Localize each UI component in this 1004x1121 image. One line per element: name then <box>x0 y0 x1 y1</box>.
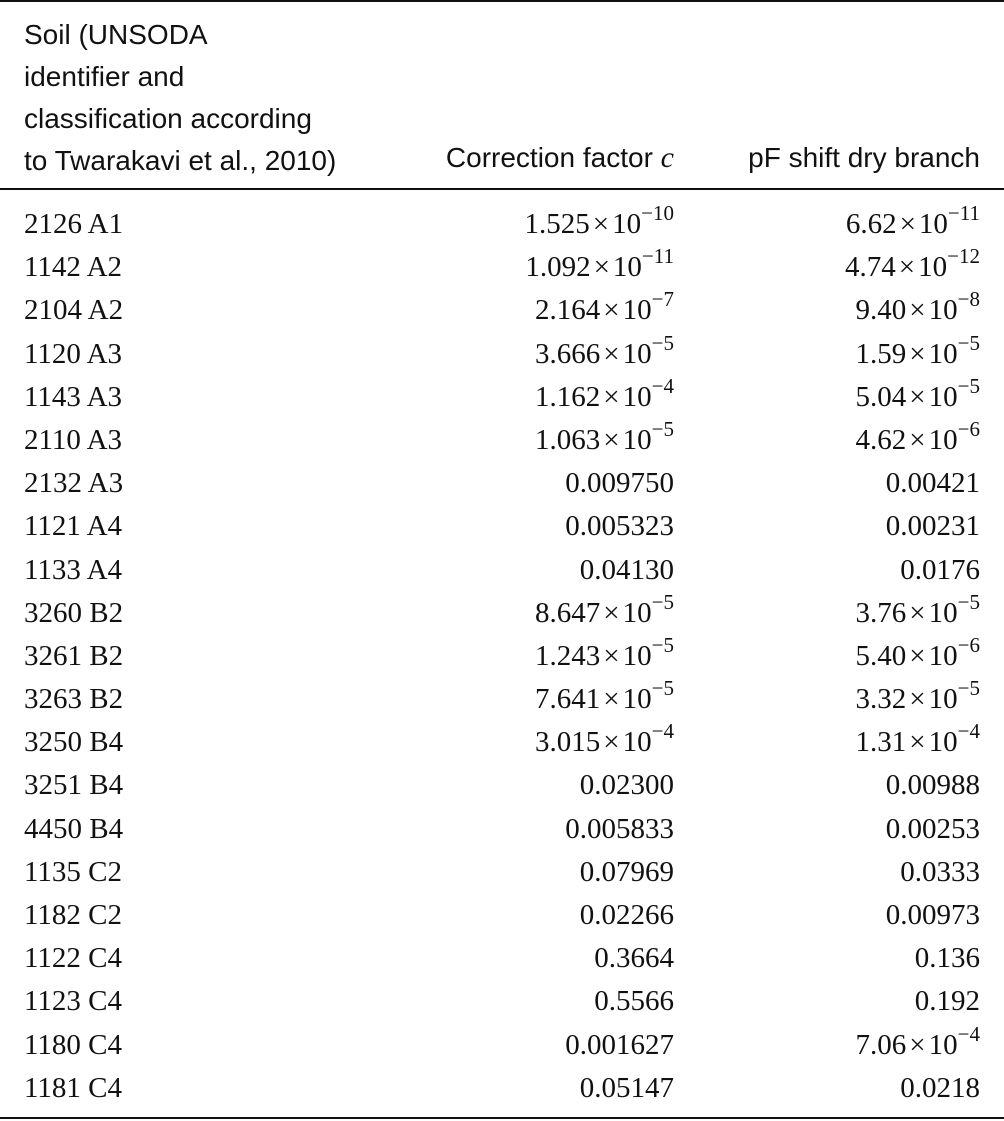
cell-correction-factor <box>580 899 674 931</box>
value-text: 0.00421 <box>885 467 980 500</box>
cell-soil: 3260 B2 <box>24 596 124 629</box>
cell-correction-factor <box>535 589 674 631</box>
cell-pf-shift <box>900 856 980 888</box>
table-row <box>0 718 1004 761</box>
cell-soil: 4450 B4 <box>24 812 124 845</box>
base-ten: 10 <box>622 683 652 716</box>
cell-pf-shift <box>855 632 980 674</box>
exponent: −5 <box>651 676 674 701</box>
times-sign: × <box>593 251 610 284</box>
exponent: −5 <box>957 589 980 614</box>
mantissa: 3.015 <box>535 726 601 759</box>
base-ten: 10 <box>622 337 652 370</box>
header-soil-line: identifier and <box>24 61 185 92</box>
cell-correction-factor <box>594 985 674 1017</box>
cell-pf-shift <box>855 719 980 760</box>
cell-pf-shift <box>886 510 980 542</box>
base-ten: 10 <box>928 683 958 716</box>
mantissa: 1.525 <box>524 208 590 240</box>
header-correction-var: c <box>660 141 674 174</box>
exponent: −4 <box>651 719 674 744</box>
cell-soil: 1135 C2 <box>24 855 123 888</box>
times-sign: × <box>909 726 926 759</box>
value-text: 0.136 <box>914 942 980 975</box>
times-sign: × <box>909 683 926 716</box>
cell-pf-shift <box>855 676 980 717</box>
cell-correction-factor <box>580 769 674 801</box>
exponent: −4 <box>957 1021 980 1046</box>
mantissa: 1.59 <box>855 337 907 370</box>
table-row <box>0 934 1004 977</box>
cell-soil: 2110 A3 <box>24 423 123 456</box>
cell-pf-shift <box>900 554 980 586</box>
base-ten: 10 <box>928 1028 958 1061</box>
value-text: 0.02266 <box>579 899 674 931</box>
cell-correction-factor <box>535 632 674 674</box>
mantissa: 6.62 <box>845 208 897 240</box>
times-sign: × <box>899 208 916 240</box>
header-pf-shift: pF shift dry branch <box>748 142 980 173</box>
cell-pf-shift <box>915 985 980 1017</box>
mantissa: 5.40 <box>855 639 907 672</box>
times-sign: × <box>909 596 926 629</box>
header-correction-factor <box>446 140 674 176</box>
times-sign: × <box>909 380 926 413</box>
mantissa: 1.243 <box>535 639 601 672</box>
base-ten: 10 <box>622 294 652 327</box>
times-sign: × <box>603 380 620 413</box>
cell-correction-factor <box>535 287 674 328</box>
table-row <box>0 977 1004 1020</box>
exponent: −4 <box>957 719 980 744</box>
cell-correction-factor <box>580 1072 674 1104</box>
cell-soil: 2104 A2 <box>24 294 124 327</box>
value-text: 0.00973 <box>885 899 980 931</box>
cell-pf-shift <box>845 244 980 285</box>
cell-soil: 1182 C2 <box>24 899 123 931</box>
cell-pf-shift <box>886 769 980 801</box>
cell-soil: 1143 A3 <box>24 380 123 413</box>
bottom-rule <box>0 1117 1004 1119</box>
value-text: 0.001627 <box>565 1028 674 1061</box>
exponent: −5 <box>651 330 674 355</box>
value-text: 0.009750 <box>565 467 674 500</box>
cell-correction-factor <box>565 467 674 499</box>
times-sign: × <box>909 423 926 456</box>
mantissa: 4.74 <box>845 251 896 284</box>
cell-correction-factor <box>524 201 674 242</box>
header-rule <box>0 188 1004 190</box>
table-row <box>0 200 1004 243</box>
value-text: 0.0333 <box>900 855 980 888</box>
base-ten: 10 <box>612 251 642 284</box>
mantissa: 4.62 <box>855 423 907 456</box>
value-text: 0.005323 <box>565 510 674 543</box>
cell-pf-shift <box>886 813 980 845</box>
exponent: −10 <box>641 201 674 225</box>
cell-soil: 1121 A4 <box>24 510 123 543</box>
cell-correction-factor <box>535 719 674 760</box>
times-sign: × <box>603 423 620 456</box>
value-text: 0.192 <box>914 985 980 1018</box>
cell-soil: 1123 C4 <box>24 985 123 1018</box>
cell-soil: 1122 C4 <box>24 942 123 975</box>
cell-correction-factor <box>535 676 674 717</box>
cell-soil: 1133 A4 <box>24 553 123 586</box>
base-ten: 10 <box>622 380 652 413</box>
mantissa: 2.164 <box>535 294 601 327</box>
mantissa: 3.76 <box>855 596 907 629</box>
header-soil-line: Soil (UNSODA <box>24 19 208 50</box>
base-ten: 10 <box>622 423 652 456</box>
table-row <box>0 891 1004 934</box>
cell-correction-factor <box>565 1029 674 1061</box>
exponent: −5 <box>957 330 980 355</box>
table-header <box>0 0 1004 188</box>
exponent: −6 <box>957 416 980 441</box>
base-ten: 10 <box>928 596 958 629</box>
times-sign: × <box>909 294 926 327</box>
mantissa: 7.06 <box>855 1028 907 1061</box>
cell-pf-shift <box>900 1072 980 1104</box>
cell-soil: 3250 B4 <box>24 726 124 759</box>
cell-correction-factor <box>594 942 674 974</box>
table-row <box>0 546 1004 589</box>
cell-pf-shift <box>855 330 980 372</box>
value-text: 0.04130 <box>579 553 674 586</box>
value-text: 0.005833 <box>565 812 674 845</box>
exponent: −4 <box>651 373 674 398</box>
cell-correction-factor <box>535 330 674 372</box>
base-ten: 10 <box>928 726 958 759</box>
table-row <box>0 502 1004 545</box>
cell-correction-factor <box>535 416 674 458</box>
base-ten: 10 <box>928 380 958 413</box>
cell-pf-shift <box>855 416 980 458</box>
base-ten: 10 <box>918 208 948 240</box>
exponent: −6 <box>957 632 980 657</box>
value-text: 0.00988 <box>885 769 980 802</box>
cell-soil: 1180 C4 <box>24 1028 123 1061</box>
exponent: −11 <box>641 244 674 269</box>
cell-correction-factor <box>580 856 674 888</box>
cell-pf-shift <box>855 589 980 631</box>
exponent: −5 <box>957 676 980 701</box>
header-correction-label: Correction factor <box>445 142 661 173</box>
value-text: 0.0218 <box>900 1071 980 1104</box>
table-row <box>0 632 1004 675</box>
cell-pf-shift <box>855 287 980 328</box>
table-body <box>0 200 1004 1107</box>
base-ten: 10 <box>612 208 642 240</box>
header-soil <box>24 14 404 182</box>
table-row <box>0 1021 1004 1064</box>
cell-soil: 3251 B4 <box>24 769 124 802</box>
mantissa: 1.31 <box>855 726 907 759</box>
exponent: −7 <box>651 287 674 312</box>
base-ten: 10 <box>918 251 948 284</box>
times-sign: × <box>898 251 916 284</box>
value-text: 0.07969 <box>579 855 674 888</box>
cell-pf-shift <box>886 467 980 499</box>
value-text: 0.02300 <box>579 769 674 802</box>
mantissa: 9.40 <box>855 294 907 327</box>
cell-soil: 2126 A1 <box>24 208 124 240</box>
table-row <box>0 459 1004 502</box>
exponent: −5 <box>651 589 674 614</box>
value-text: 0.05147 <box>579 1071 674 1104</box>
value-text: 0.5566 <box>594 985 674 1018</box>
mantissa: 3.666 <box>535 337 601 370</box>
exponent: −5 <box>651 416 674 441</box>
base-ten: 10 <box>928 294 958 327</box>
exponent: −5 <box>957 373 980 398</box>
table-row <box>0 373 1004 416</box>
cell-correction-factor <box>580 554 674 586</box>
cell-pf-shift <box>915 942 980 974</box>
times-sign: × <box>603 683 620 716</box>
base-ten: 10 <box>928 337 958 370</box>
exponent: −11 <box>947 201 980 225</box>
times-sign: × <box>603 337 620 370</box>
times-sign: × <box>603 294 620 327</box>
base-ten: 10 <box>928 423 958 456</box>
mantissa: 1.162 <box>535 380 601 413</box>
times-sign: × <box>909 337 926 370</box>
mantissa: 1.063 <box>535 423 601 456</box>
base-ten: 10 <box>928 639 958 672</box>
cell-pf-shift <box>855 1021 980 1063</box>
exponent: −5 <box>651 632 674 657</box>
cell-soil: 3263 B2 <box>24 683 124 716</box>
mantissa: 3.32 <box>855 683 907 716</box>
mantissa: 5.04 <box>855 380 907 413</box>
table-row <box>0 330 1004 373</box>
cell-correction-factor <box>565 510 674 542</box>
cell-correction-factor <box>565 813 674 845</box>
table-row <box>0 805 1004 848</box>
table-row <box>0 416 1004 459</box>
table-row <box>0 761 1004 804</box>
mantissa: 7.641 <box>535 683 601 716</box>
cell-pf-shift <box>855 373 980 415</box>
cell-correction-factor <box>535 373 674 415</box>
value-text: 0.3664 <box>594 942 674 975</box>
value-text: 0.0176 <box>900 553 980 586</box>
mantissa: 1.092 <box>525 251 591 284</box>
table-row <box>0 675 1004 718</box>
base-ten: 10 <box>622 726 652 759</box>
times-sign: × <box>603 639 620 672</box>
table-row <box>0 1064 1004 1107</box>
header-soil-line: to Twarakavi et al., 2010) <box>24 145 337 176</box>
exponent: −8 <box>957 287 980 312</box>
times-sign: × <box>592 208 610 240</box>
base-ten: 10 <box>622 639 652 672</box>
cell-correction-factor <box>525 244 674 285</box>
header-soil-line: classification according <box>24 103 312 134</box>
cell-soil: 1181 C4 <box>24 1071 123 1104</box>
cell-pf-shift <box>886 899 980 931</box>
base-ten: 10 <box>622 596 652 629</box>
exponent: −12 <box>947 244 980 269</box>
table-row <box>0 848 1004 891</box>
table-row <box>0 243 1004 286</box>
table-row <box>0 286 1004 329</box>
times-sign: × <box>909 1028 926 1061</box>
cell-soil: 1120 A3 <box>24 337 123 370</box>
value-text: 0.00231 <box>885 510 980 543</box>
times-sign: × <box>603 726 620 759</box>
table-row <box>0 589 1004 632</box>
times-sign: × <box>603 596 620 629</box>
cell-pf-shift <box>845 201 980 242</box>
times-sign: × <box>909 639 926 672</box>
mantissa: 8.647 <box>535 596 601 629</box>
cell-soil: 3261 B2 <box>24 639 124 672</box>
value-text: 0.00253 <box>885 812 980 845</box>
cell-soil: 1142 A2 <box>24 251 123 284</box>
cell-soil: 2132 A3 <box>24 467 124 500</box>
